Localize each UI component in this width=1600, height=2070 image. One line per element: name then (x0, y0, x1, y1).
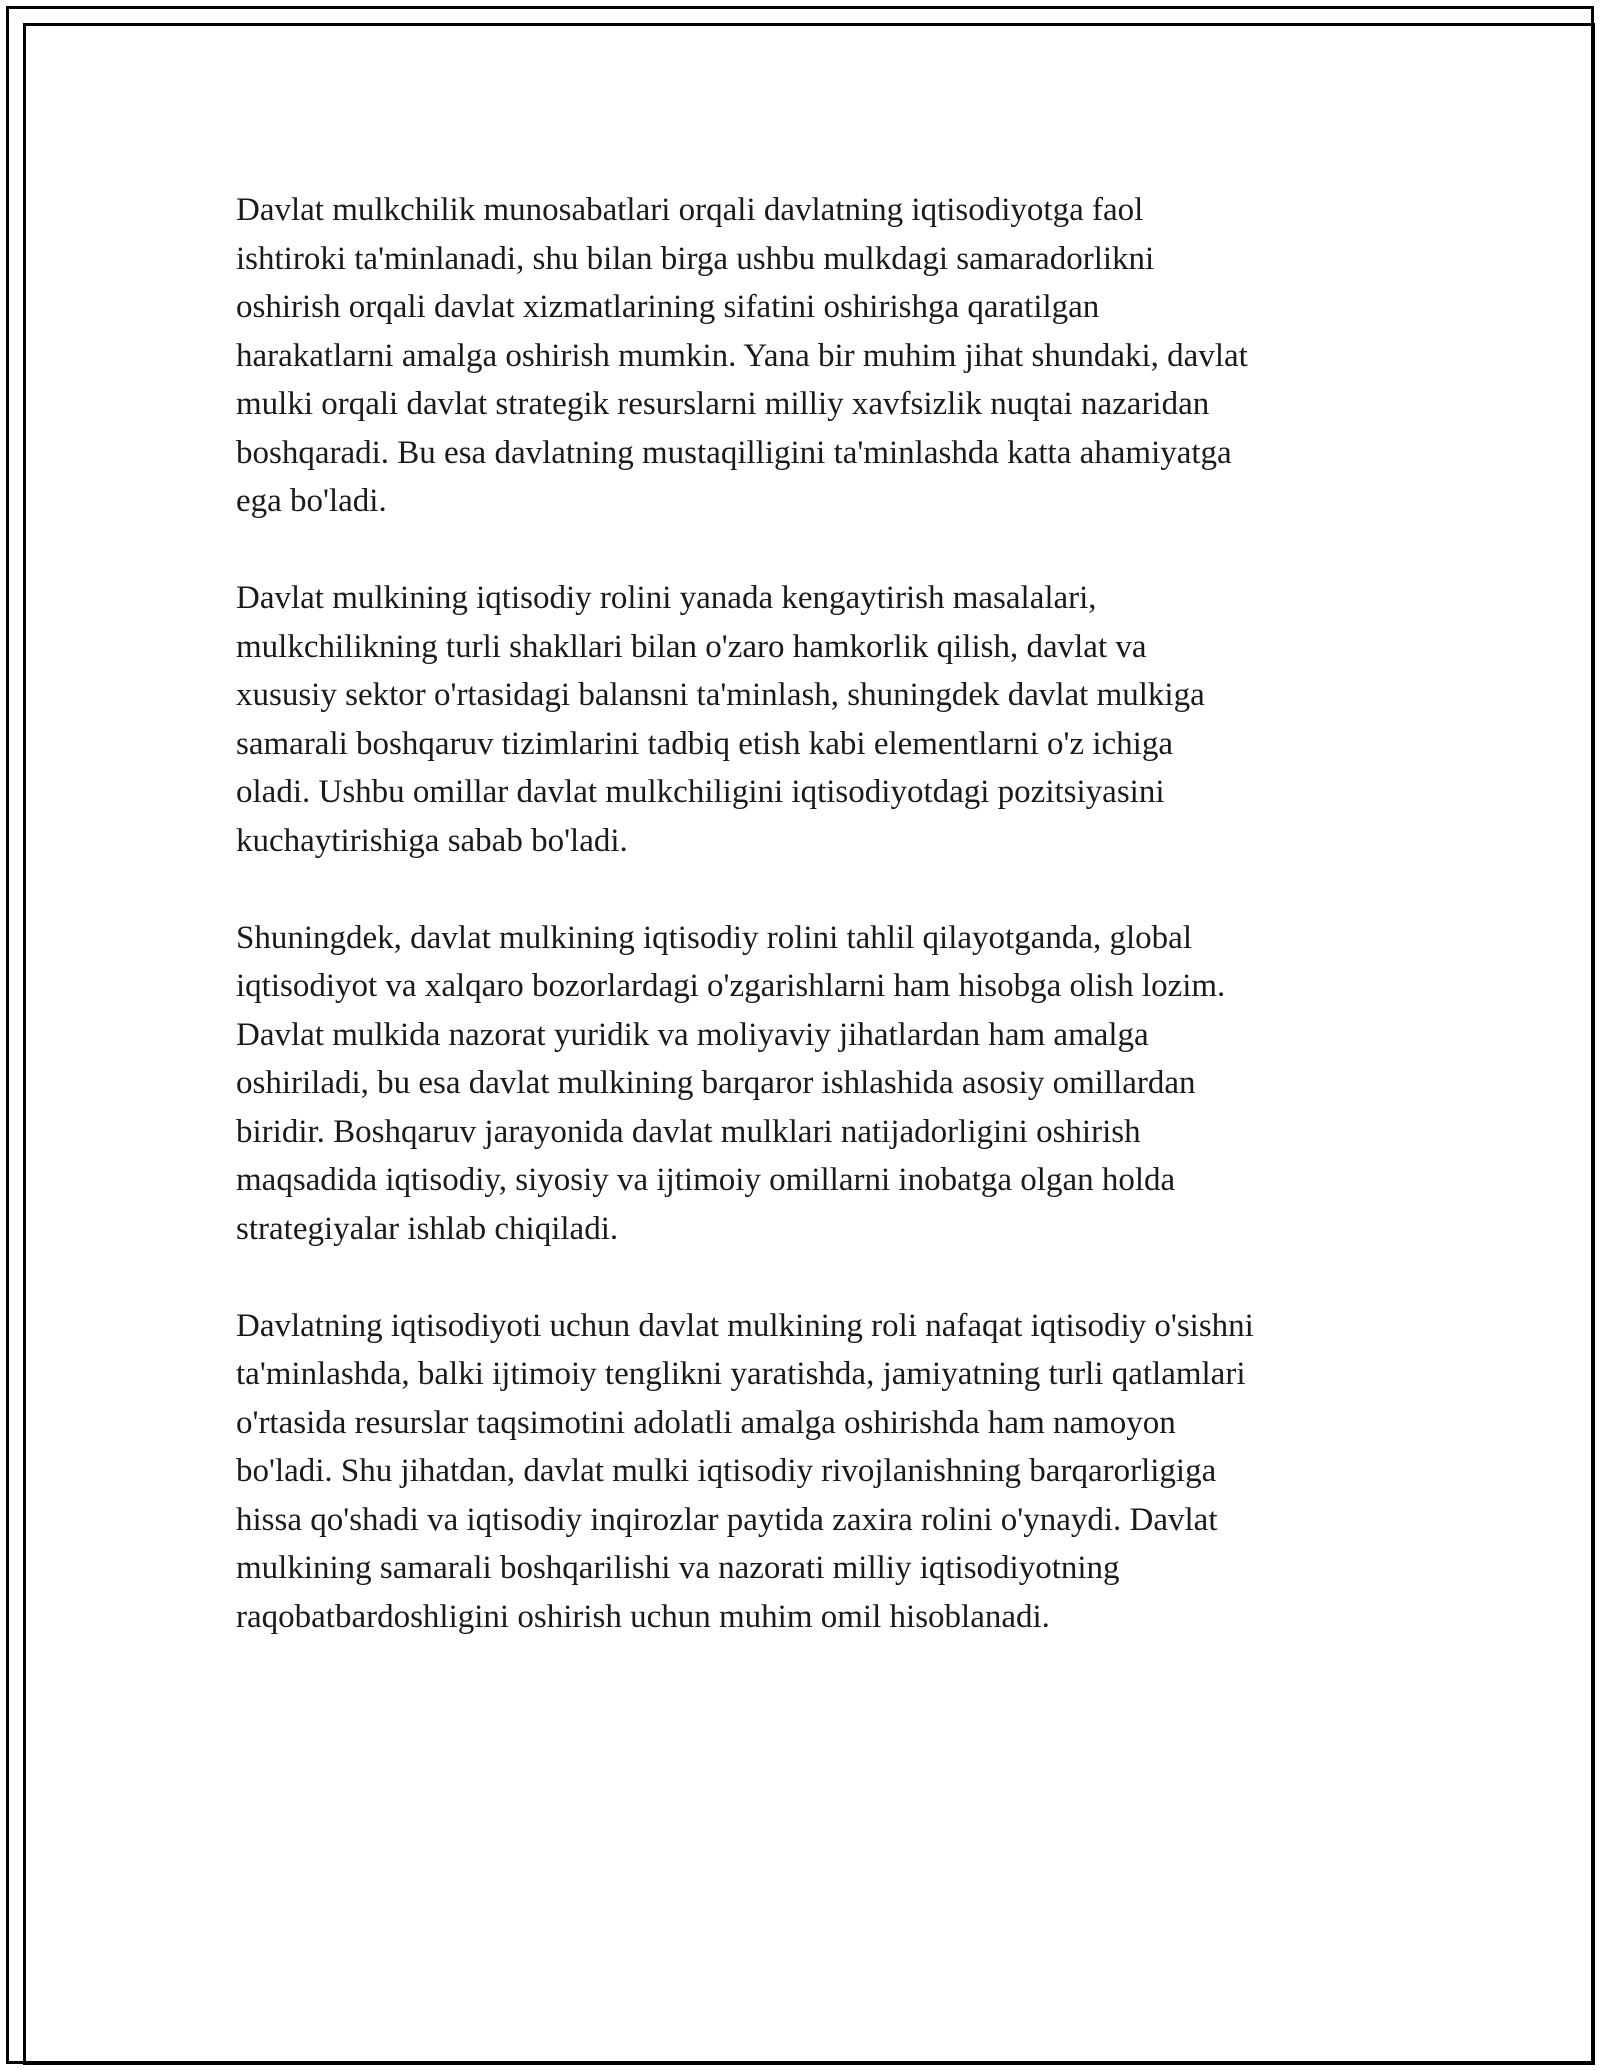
paragraph-2: Davlat mulkining iqtisodiy rolini yanada kengaytirish masalalari, mulkchilikning turli shakllari bilan o'zaro hamkorlik qilish, davlat va xususiy sektor o'rtasidagi balansni ta'minlash, shuningdek davlat mulkiga samarali boshqaruv tizimlarini tadbiq etish kabi elementlarni o'z ichiga oladi. Ushbu omillar davlat mulkchiligini iqtisodiyotdagi pozitsiyasini kuchaytirishiga sabab bo'ladi. (236, 580, 1205, 859)
paragraph-3: Shuningdek, davlat mulkining iqtisodiy rolini tahlil qilayotganda, global iqtisodiyot va xalqaro bozorlardagi o'zgarishlarni ham hisobga olish lozim. Davlat mulkida nazorat yuridik va moliyaviy jihatlardan ham amalga oshiriladi, bu esa davlat mulkining barqaror ishlashida asosiy omillardan biridir. Boshqaruv jarayonida davlat mulklari natijadorligini oshirish maqsadida iqtisodiy, siyosiy va ijtimoiy omillarni inobatga olgan holda strategiyalar ishlab chiqiladi. (236, 919, 1226, 1247)
document-body (236, 186, 1406, 1690)
paragraph-4: Davlatning iqtisodiyoti uchun davlat mulkining roli nafaqat iqtisodiy o'sishni ta'minlashda, balki ijtimoiy tenglikni yaratishda, jamiyatning turli qatlamlari o'rtasida resurslar taqsimotini adolatli amalga oshirishda ham namoyon bo'ladi. Shu jihatdan, davlat mulki iqtisodiy rivojlanishning barqarorligiga hissa qo'shadi va iqtisodiy inqirozlar paytida zaxira rolini o'ynaydi. Davlat mulkining samarali boshqarilishi va nazorati milliy iqtisodiyotning raqobatbardoshligini oshirish uchun muhim omil hisoblanadi. (236, 1307, 1254, 1635)
paragraph-1: Davlat mulkchilik munosabatlari orqali davlatning iqtisodiyotga faol ishtiroki ta'minlanadi, shu bilan birga ushbu mulkdagi samaradorlikni oshirish orqali davlat xizmatlarining sifatini oshirishga qaratilgan harakatlarni amalga oshirish mumkin. Yana bir muhim jihat shundaki, davlat mulki orqali davlat strategik resurslarni milliy xavfsizlik nuqtai nazaridan boshqaradi. Bu esa davlatning mustaqilligini ta'minlashda katta ahamiyatga ega bo'ladi. (236, 192, 1248, 519)
